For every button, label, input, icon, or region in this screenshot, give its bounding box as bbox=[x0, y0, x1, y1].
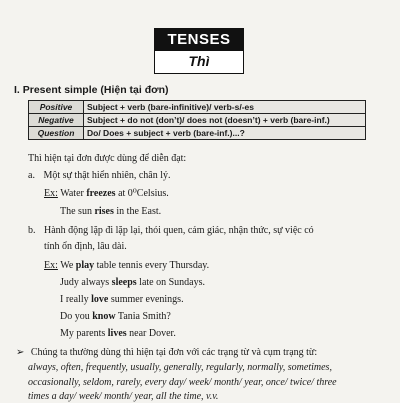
example-text: in the East. bbox=[113, 206, 162, 217]
example-line bbox=[60, 277, 205, 289]
example-line bbox=[60, 311, 171, 323]
row-formula: Subject + do not (don’t)/ does not (doesn’t) + verb (bare-inf.) bbox=[84, 114, 366, 127]
formula-table bbox=[28, 100, 366, 140]
table-row bbox=[29, 114, 366, 127]
example-text: Judy always bbox=[60, 277, 112, 288]
example-line bbox=[60, 294, 184, 306]
example-text: near Dover. bbox=[126, 328, 176, 339]
tenses-title-box bbox=[154, 28, 244, 74]
example-verb: sleeps bbox=[111, 277, 137, 288]
example-label: Ex: bbox=[44, 260, 58, 271]
example-verb: rises bbox=[94, 206, 114, 217]
row-label: Question bbox=[29, 127, 84, 140]
table-row bbox=[29, 127, 366, 140]
example-verb: play bbox=[75, 260, 95, 271]
example-verb: know bbox=[92, 311, 116, 322]
note-adverbs: occasionally, seldom, rarely, every day/ week/ month/ year, once/ twice/ three bbox=[28, 377, 337, 388]
example-text: summer evenings. bbox=[108, 294, 184, 305]
note-text: Chúng ta thường dùng thì hiện tại đơn với các trạng từ và cụm trạng từ: bbox=[30, 347, 318, 358]
section-heading: I. Present simple (Hiện tại đơn) bbox=[14, 84, 169, 96]
example-text: Tania Smith? bbox=[115, 311, 171, 322]
example-text: late on Sundays. bbox=[136, 277, 205, 288]
example-line bbox=[44, 188, 169, 200]
point-text: Hành động lặp đi lặp lại, thói quen, cảm giác, nhận thức, sự việc có bbox=[44, 225, 314, 236]
example-text: table tennis every Thursday. bbox=[94, 260, 210, 271]
note-adverbs: times a day/ week/ month/ year, all the time, v.v. bbox=[28, 391, 219, 402]
example-label: Ex: bbox=[44, 188, 58, 199]
note-adverbs: always, often, frequently, usually, generally, regularly, normally, sometimes, bbox=[28, 362, 332, 373]
example-text: My parents bbox=[60, 328, 108, 339]
intro-text: Thì hiện tại đơn được dùng để diễn đạt: bbox=[28, 153, 187, 164]
point-marker: a. bbox=[28, 170, 35, 181]
example-text: Do you bbox=[60, 311, 93, 322]
example-text: I really bbox=[60, 294, 92, 305]
arrow-bullet-icon: ➢ bbox=[16, 347, 25, 358]
example-line bbox=[60, 328, 176, 340]
title-english: TENSES bbox=[155, 29, 243, 51]
point-text: Một sự thật hiển nhiên, chân lý. bbox=[43, 170, 171, 181]
point-text-cont: tính ổn định, lâu dài. bbox=[44, 241, 127, 252]
row-formula: Subject + verb (bare-infinitive)/ verb-s/-es bbox=[84, 101, 366, 114]
row-label: Negative bbox=[29, 114, 84, 127]
example-text: at 0⁰Celsius. bbox=[115, 188, 169, 199]
example-line bbox=[60, 206, 161, 218]
example-verb: lives bbox=[107, 328, 127, 339]
example-line bbox=[44, 260, 209, 272]
example-text: We bbox=[60, 260, 76, 271]
row-formula: Do/ Does + subject + verb (bare-inf.)...? bbox=[84, 127, 366, 140]
point-marker: b. bbox=[28, 225, 36, 236]
point-b bbox=[28, 225, 314, 237]
example-verb: love bbox=[91, 294, 109, 305]
title-vietnamese: Thì bbox=[188, 53, 210, 69]
row-label: Positive bbox=[29, 101, 84, 114]
table-row bbox=[29, 101, 366, 114]
point-a bbox=[28, 170, 171, 182]
example-verb: freezes bbox=[86, 188, 116, 199]
example-text: The sun bbox=[60, 206, 95, 217]
example-text: Water bbox=[60, 188, 87, 199]
note-line bbox=[16, 347, 317, 359]
